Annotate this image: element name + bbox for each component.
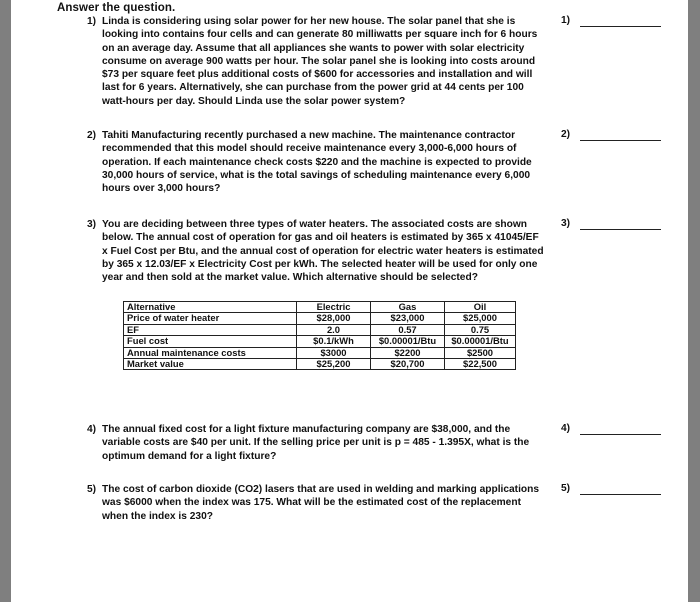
question-5 [87, 483, 547, 523]
question-number: 3) [87, 219, 97, 230]
water-heater-table [123, 301, 516, 370]
table-cell: $2500 [445, 347, 516, 358]
table-row [124, 347, 516, 358]
table-header-cell: Gas [371, 302, 445, 313]
table-cell: $20,700 [371, 359, 445, 370]
question-number: 1) [87, 16, 97, 27]
answer-blank-3[interactable] [561, 218, 676, 229]
table-cell: $0.1/kWh [297, 336, 371, 347]
table-header-cell: Oil [445, 302, 516, 313]
table-cell: $22,500 [445, 359, 516, 370]
answer-line [580, 140, 661, 141]
table-header-row [124, 302, 516, 313]
answer-label: 5) [561, 483, 571, 494]
answer-line [580, 229, 661, 230]
answer-label: 1) [561, 15, 571, 26]
table-cell: $23,000 [371, 313, 445, 324]
table-cell: EF [124, 324, 297, 335]
table-cell: Price of water heater [124, 313, 297, 324]
question-number: 5) [87, 484, 97, 495]
table-row [124, 359, 516, 370]
table-cell: 0.57 [371, 324, 445, 335]
answer-blank-5[interactable] [561, 483, 676, 494]
question-text: Tahiti Manufacturing recently purchased a new machine. The maintenance contractor recommended that this model should receive maintenance every 3,000-6,000 hours of operation. If each maintenance check costs $220 and the machine is expected to provide 30,000 hours of service, what is the total savings of scheduling maintenance every 6,000 hours over 3,000 hours? [102, 130, 532, 195]
table-cell: $25,200 [297, 359, 371, 370]
answer-line [580, 26, 661, 27]
table-cell: Annual maintenance costs [124, 347, 297, 358]
question-text: The annual fixed cost for a light fixture manufacturing company are $38,000, and the variable costs are $40 per unit. If the selling price per unit is p = 485 - 1.395X, what is the optimum demand for a light fixture? [102, 424, 530, 462]
table-header-cell: Electric [297, 302, 371, 313]
question-number: 2) [87, 130, 97, 141]
table-header-cell: Alternative [124, 302, 297, 313]
table-cell: $0.00001/Btu [445, 336, 516, 347]
answer-blank-1[interactable] [561, 15, 676, 26]
answer-label: 4) [561, 423, 571, 434]
question-number: 4) [87, 424, 97, 435]
instructions-heading: Answer the question. [57, 2, 176, 14]
answer-blank-2[interactable] [561, 129, 676, 140]
table-cell: $25,000 [445, 313, 516, 324]
answer-label: 3) [561, 218, 571, 229]
table-cell: $2200 [371, 347, 445, 358]
table-cell: 2.0 [297, 324, 371, 335]
table-cell: $0.00001/Btu [371, 336, 445, 347]
table-cell: Fuel cost [124, 336, 297, 347]
answer-label: 2) [561, 129, 571, 140]
table-cell: 0.75 [445, 324, 516, 335]
question-4 [87, 423, 547, 463]
question-text: You are deciding between three types of water heaters. The associated costs are shown below. The annual cost of operation for gas and oil heaters is estimated by 365 x 41045/EF x Fuel Cost per Btu, and the annual cost of operation for electric water heaters is estimated by 365 x 12.03/EF x Electricity Cost per kWh. The selected heater will be used for only one year and then sold at the market value. Which alternative should be selected? [102, 219, 544, 284]
answer-line [580, 494, 661, 495]
answer-blank-4[interactable] [561, 423, 676, 434]
table-row [124, 336, 516, 347]
question-3 [87, 218, 547, 284]
question-text: Linda is considering using solar power for her new house. The solar panel that she is looking into contains four cells and can generate 80 milliwatts per square inch for 6 hours on an average day. Assume that all appliances she wants to power with solar electricity consume on average 900 watts per hour. The solar panel she is looking into costs around $73 per square feet plus additional costs of $600 for accessories and installation and will last for 6 years. Alternatively, she can purchase from the power grid at 44 cents per 100 watt-hours per day. Should Linda use the solar power system? [102, 16, 538, 107]
answer-line [580, 434, 661, 435]
question-2 [87, 129, 547, 195]
table-cell: $28,000 [297, 313, 371, 324]
table-row [124, 324, 516, 335]
table-cell: $3000 [297, 347, 371, 358]
question-text: The cost of carbon dioxide (CO2) lasers that are used in welding and marking applications was $6000 when the index was 175. What will be the estimated cost of the replacement when the index is 230? [102, 484, 540, 522]
table-row [124, 313, 516, 324]
table-cell: Market value [124, 359, 297, 370]
worksheet-page [11, 0, 688, 602]
question-1 [87, 15, 547, 108]
